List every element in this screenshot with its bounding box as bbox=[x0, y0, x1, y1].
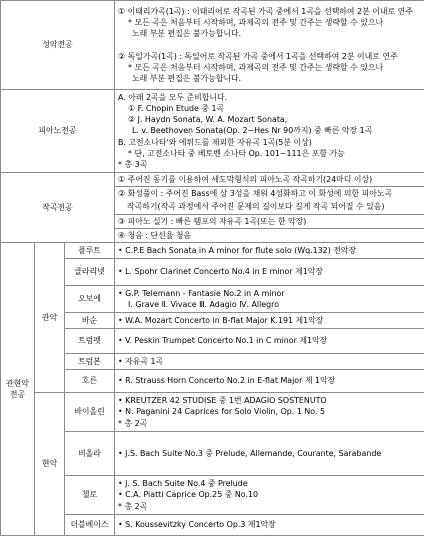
section-name: 피아노전공 bbox=[1, 90, 115, 173]
text-line: ② 화성풀이 : 주어진 Bass에 상 3성을 채워 4성화하고 이 화성에 의한 피아노곡 bbox=[115, 187, 424, 201]
orchestra-major-label bbox=[1, 243, 35, 536]
instrument-name: 비올라 bbox=[65, 432, 115, 476]
instrument-row-flute bbox=[1, 243, 424, 259]
section-row-piano bbox=[1, 90, 424, 173]
section-row-vocal bbox=[1, 1, 424, 90]
major-label-line: 전공 bbox=[1, 389, 34, 400]
piece-line: * 총 2곡 bbox=[118, 501, 421, 512]
instrument-name: 클라리넷 bbox=[65, 259, 115, 286]
instrument-name: 더블베이스 bbox=[65, 515, 115, 536]
piece-line: • N. Paganini 24 Caprices for Solo Violin, Op. 1 No. 5 bbox=[118, 406, 421, 417]
text-line: A. 아래 2곡을 모두 준비합니다. bbox=[118, 92, 421, 103]
piece-line: • C.A. Piatti Caprice Op.25 중 No.10 bbox=[118, 489, 421, 500]
piece-line: • KREUTZER 42 STUDISE 중 1번 ADAGIO SOSTENUTO bbox=[118, 395, 421, 406]
instrument-row-viola bbox=[1, 432, 424, 476]
text-line: ① F. Chopin Etude 중 1곡 bbox=[118, 103, 421, 114]
instrument-name: 트럼본 bbox=[65, 354, 115, 370]
piece-text: • C.P.E Bach Sonata in A minor for flute solo (Wq.132) 전악장 bbox=[115, 243, 424, 259]
major-label-line: 관현악 bbox=[1, 378, 34, 389]
text-line: 작곡하기(작곡 과정에서 주어진 문제의 길이보다 길게 작곡 되어질 수 있음) bbox=[115, 200, 424, 214]
text-line: ② J. Haydn Sonata, W. A. Mozart Sonata, bbox=[118, 114, 421, 125]
section-body bbox=[115, 1, 424, 90]
piece-text: • W.A. Mozart Concerto in B-flat Major K.191 제1악장 bbox=[115, 313, 424, 329]
section-name: 작곡전공 bbox=[1, 173, 115, 243]
category-wind: 관악 bbox=[35, 243, 65, 393]
text-line: ④ 청음 : 단선율 청음 bbox=[115, 228, 424, 242]
instrument-row-cello bbox=[1, 476, 424, 515]
text-line: ③ 피아노 실기 : 빠른 템포의 자유곡 1곡(또는 한 악장) bbox=[115, 214, 424, 228]
instrument-name: 트럼펫 bbox=[65, 329, 115, 354]
instrument-name: 플루트 bbox=[65, 243, 115, 259]
text-line: ② 독일가곡(1곡) : 독일어로 작곡된 가곡 중에서 1곡을 선택하여 2분 이내로 연주 bbox=[118, 51, 421, 62]
piece-line: • J. S. Bach Suite No.4 중 Prelude bbox=[118, 478, 421, 489]
text-line: * 모든 곡은 처음부터 시작하며, 과제곡의 전주 및 간주는 생략할 수 있으나 bbox=[118, 17, 421, 28]
instrument-name: 바이올린 bbox=[65, 393, 115, 432]
instrument-name: 오보에 bbox=[65, 286, 115, 313]
piece-text bbox=[115, 476, 424, 515]
piece-text bbox=[115, 286, 424, 313]
piece-text bbox=[115, 393, 424, 432]
text-line: L. v. Beethoven Sonata(Op. 2~Hes Nr 90까지) 중 빠른 악장 1곡 bbox=[118, 125, 421, 136]
instrument-name: 첼로 bbox=[65, 476, 115, 515]
instrument-row-oboe bbox=[1, 286, 424, 313]
instrument-row-clarinet bbox=[1, 259, 424, 286]
section-body bbox=[115, 90, 424, 173]
piece-line: Ⅰ. Grave Ⅱ. Vivace Ⅲ. Adagio Ⅳ. Allegro bbox=[118, 299, 421, 310]
text-line: 노래 부분 편집은 불가능합니다. bbox=[118, 28, 421, 39]
text-line: ① 이태리가곡(1곡) : 이태리어로 작곡된 가곡 중에서 1곡을 선택하여 2분 이내로 연주 bbox=[118, 6, 421, 17]
piece-text: • R. Strauss Horn Concerto No.2 in E-flat Major 제 1악장 bbox=[115, 370, 424, 393]
piece-text: • S. Koussevitzky Concerto Op.3 제1악장 bbox=[115, 515, 424, 536]
instrument-row-violin bbox=[1, 393, 424, 432]
text-line: 노래 부분 편집은 불가능합니다. bbox=[118, 73, 421, 84]
instrument-row-trombone bbox=[1, 354, 424, 370]
instrument-row-horn bbox=[1, 370, 424, 393]
instrument-row-double-bass bbox=[1, 515, 424, 536]
piece-line: • G.P. Telemann - Fantasie No.2 in A minor bbox=[118, 288, 421, 299]
text-line: * 총 3곡 bbox=[118, 159, 421, 170]
section-name: 성악전공 bbox=[1, 1, 115, 90]
category-string: 현악 bbox=[35, 393, 65, 536]
text-line: * 단, 고전소나타 중 베토벤 소나타 Op. 101~111은 포함 가능 bbox=[118, 148, 421, 159]
instrument-row-trumpet bbox=[1, 329, 424, 354]
piece-line: * 총 2곡 bbox=[118, 418, 421, 429]
text-line: B. 고전소나타'와 에튀드를 제외한 자유곡 1곡(5분 이상) bbox=[118, 137, 421, 148]
text-line: * 모든 곡은 처음부터 시작하며, 과제곡의 전주 및 간주는 생략할 수 있으나 bbox=[118, 62, 421, 73]
instrument-row-bassoon bbox=[1, 313, 424, 329]
piece-text: • V. Peskin Trumpet Concerto No.1 in C minor 제1악장 bbox=[115, 329, 424, 354]
instrument-name: 바순 bbox=[65, 313, 115, 329]
piece-text: • J.S. Bach Suite No.3 중 Prelude, Allemande, Courante, Sarabande bbox=[115, 432, 424, 476]
text-line: ① 주어진 동기를 이용하여 세도막형식의 피아노곡 작곡하기(24마디 이상) bbox=[115, 173, 424, 187]
instrument-name: 호른 bbox=[65, 370, 115, 393]
piece-text: • L. Spohr Clarinet Concerto No.4 in E minor 제1악장 bbox=[115, 259, 424, 286]
section-row-composition bbox=[1, 173, 424, 187]
text-line bbox=[118, 40, 421, 51]
piece-text: • 자유곡 1곡 bbox=[115, 354, 424, 370]
